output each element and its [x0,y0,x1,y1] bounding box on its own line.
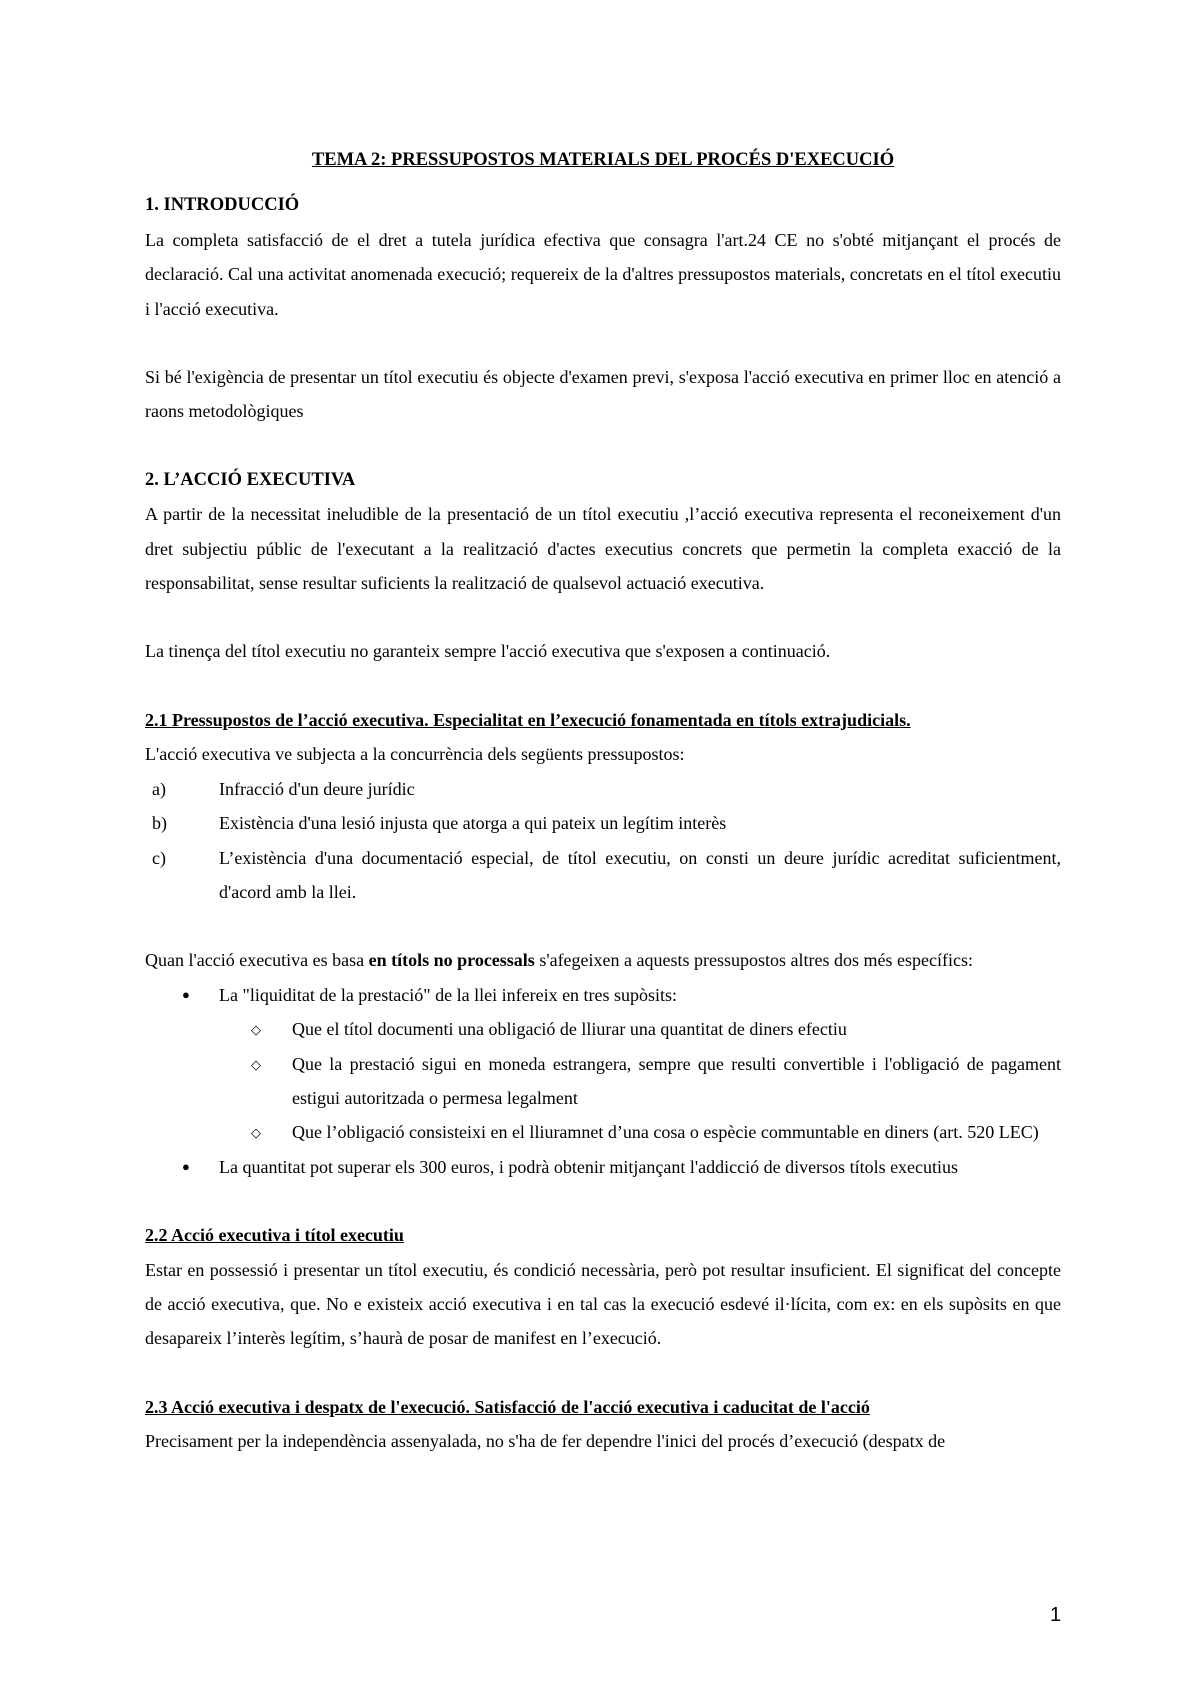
paragraph-accio-1: A partir de la necessitat ineludible de la presentació de un títol executiu ,l’acció executiva representa el reconeixement d'un dret subjectiu públic de l'executant a la realització d'actes executius concrets que permetin la completa exacció de la responsabilitat, sense resultar suficients la realització de qualsevol actuació executiva. [145,504,1061,594]
spacer [145,1356,1061,1390]
sub-bullet-item [219,1012,1061,1046]
paragraph-2-1-intro: L'acció executiva ve subjecta a la concurrència dels següents pressupostos: [145,744,685,765]
page-number: 1 [1050,1604,1062,1626]
sub-bullet-text: Que l’obligació consisteixi en el lliuramnet d’una cosa o espècie communtable en diners (art. 520 LEC) [292,1122,1039,1143]
bold-text-run: en títols no processals [368,950,535,971]
bullet-item [145,1150,1061,1184]
list-item-text: Infracció d'un deure jurídic [219,778,415,799]
paragraph-intro-2: Si bé l'exigència de presentar un títol executiu és objecte d'examen previ, s'exposa l'acció executiva en primer lloc en atenció a raons metodològiques [145,367,1061,422]
sub-bullet-text: Que la prestació sigui en moneda estrangera, sempre que resulti convertible i l'obligació de pagament estigui autoritzada o permesa legalment [292,1053,1061,1108]
list-item-text: L’existència d'una documentació especial, de títol executiu, on consti un deure jurídic acreditat suficientment, d'acord amb la llei. [219,847,1061,902]
spacer [145,429,1061,463]
heading-2-1: 2.1 Pressupostos de l’acció executiva. Especialitat en l’execució fonamentada en títols extrajudicials. [145,709,911,730]
diamond-bullet-icon: ◇ [251,1022,261,1038]
sub-bullet-list [219,1012,1061,1150]
bullet-item [145,978,1061,1150]
bullet-item-text: La quantitat pot superar els 300 euros, i podrà obtenir mitjançant l'addicció de diversos títols executius [219,1156,959,1177]
sub-bullet-text: Que el títol documenti una obligació de lliurar una quantitat de diners efectiu [292,1019,847,1040]
spacer [145,909,1061,943]
list-marker: b) [152,813,167,834]
sub-bullet-item [219,1115,1061,1149]
spacer [145,669,1061,703]
diamond-bullet-icon: ◇ [251,1125,261,1141]
bullet-icon: ● [182,1158,190,1174]
heading-accio-executiva: 2. L’ACCIÓ EXECUTIVA [145,469,356,490]
list-item [145,841,1061,910]
document-content [145,143,1061,1459]
pressupostos-list [145,772,1061,910]
diamond-bullet-icon: ◇ [251,1056,261,1072]
text-run: s'afegeixen a aquests pressupostos altres dos més específics: [534,950,973,971]
sub-bullet-item [219,1047,1061,1116]
paragraph-2-3: Precisament per la independència assenyalada, no s'ha de fer dependre l'inici del procés d’execució (despatx de [145,1431,946,1452]
list-item-text: Existència d'una lesió injusta que atorga a qui pateix un legítim interès [219,813,727,834]
paragraph-accio-2: La tinença del títol executiu no garanteix sempre l'acció executiva que s'exposen a continuació. [145,641,831,662]
spacer [145,326,1061,360]
list-item [145,772,1061,806]
bullet-icon: ● [182,986,190,1002]
bullet-list [145,978,1061,1184]
list-item [145,806,1061,840]
heading-2-2: 2.2 Acció executiva i títol executiu [145,1225,404,1246]
text-run: Quan l'acció executiva es basa [145,950,369,971]
heading-introduccio: 1. INTRODUCCIÓ [145,195,300,216]
list-marker: c) [152,847,166,868]
spacer [145,600,1061,634]
paragraph-titols-no-processals [145,943,1061,977]
list-marker: a) [152,778,166,799]
document-title: TEMA 2: PRESSUPOSTOS MATERIALS DEL PROCÉS D'EXECUCIÓ [311,150,895,170]
paragraph-2-2: Estar en possessió i presentar un títol executiu, és condició necessària, però pot resultar insuficient. El significat del concepte de acció executiva, que. No e existeix acció executiva i en tal cas la execució esdevé il·lícita, com ex: en els supòsits en que desapareix l’interès legítim, s’haurà de posar de manifest en l’execució. [145,1259,1061,1349]
heading-2-3: 2.3 Acció executiva i despatx de l'execució. Satisfacció de l'acció executiva i caducitat de l'acció [145,1396,870,1417]
bullet-item-text: La "liquiditat de la prestació" de la llei infereix en tres supòsits: [219,984,678,1005]
paragraph-intro-1: La completa satisfacció de el dret a tutela jurídica efectiva que consagra l'art.24 CE no s'obté mitjançant el procés de declaració. Cal una activitat anomenada execució; requereix de la d'altres pressupostos materials, concretats en el títol executiu i l'acció executiva. [145,229,1061,319]
spacer [145,1184,1061,1218]
